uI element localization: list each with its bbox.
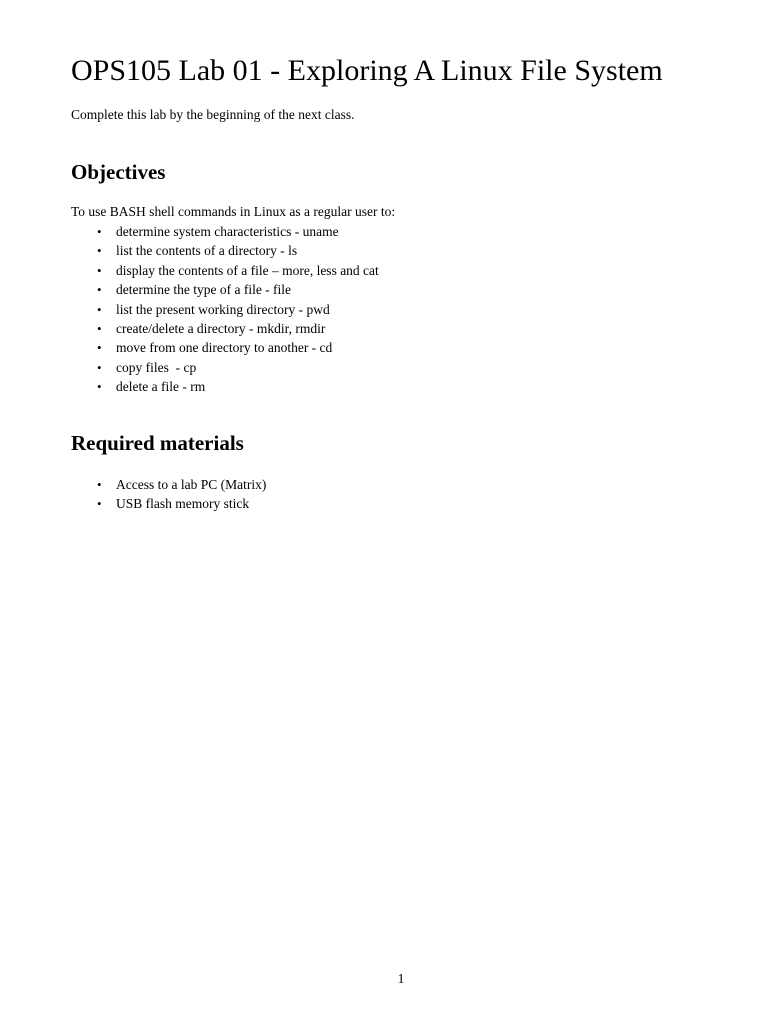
bullet-icon: • <box>97 320 102 336</box>
bullet-icon: • <box>97 477 102 492</box>
list-item-text: display the contents of a file – more, less and cat <box>116 262 379 278</box>
list-item-text: move from one directory to another - cd <box>116 340 333 356</box>
bullet-icon: • <box>97 243 102 259</box>
document-title: OPS105 Lab 01 - Exploring A Linux File System <box>71 54 663 87</box>
materials-heading: Required materials <box>71 431 244 455</box>
list-item-text: USB flash memory stick <box>116 496 250 512</box>
bullet-icon: • <box>97 340 102 356</box>
bullet-icon: • <box>97 282 102 298</box>
objectives-lead: To use BASH shell commands in Linux as a regular user to: <box>71 204 396 219</box>
bullet-icon: • <box>97 359 102 375</box>
list-item-text: delete a file - rm <box>116 379 206 395</box>
list-item-text: list the present working directory - pwd <box>116 301 330 317</box>
bullet-icon: • <box>97 301 102 317</box>
intro-text: Complete this lab by the beginning of the next class. <box>71 107 355 122</box>
page-number: 1 <box>397 971 405 986</box>
bullet-icon: • <box>97 262 102 278</box>
list-item-text: create/delete a directory - mkdir, rmdir <box>116 320 326 336</box>
list-item-text: determine system characteristics - uname <box>116 224 339 239</box>
list-item-text: list the contents of a directory - ls <box>116 243 298 259</box>
bullet-icon: • <box>97 496 102 512</box>
objectives-heading: Objectives <box>71 160 166 184</box>
bullet-icon: • <box>97 224 102 239</box>
list-item-text: copy files - cp <box>116 359 197 375</box>
list-item-text: determine the type of a file - file <box>116 282 292 298</box>
list-item-text: Access to a lab PC (Matrix) <box>116 477 267 492</box>
bullet-icon: • <box>97 379 102 395</box>
